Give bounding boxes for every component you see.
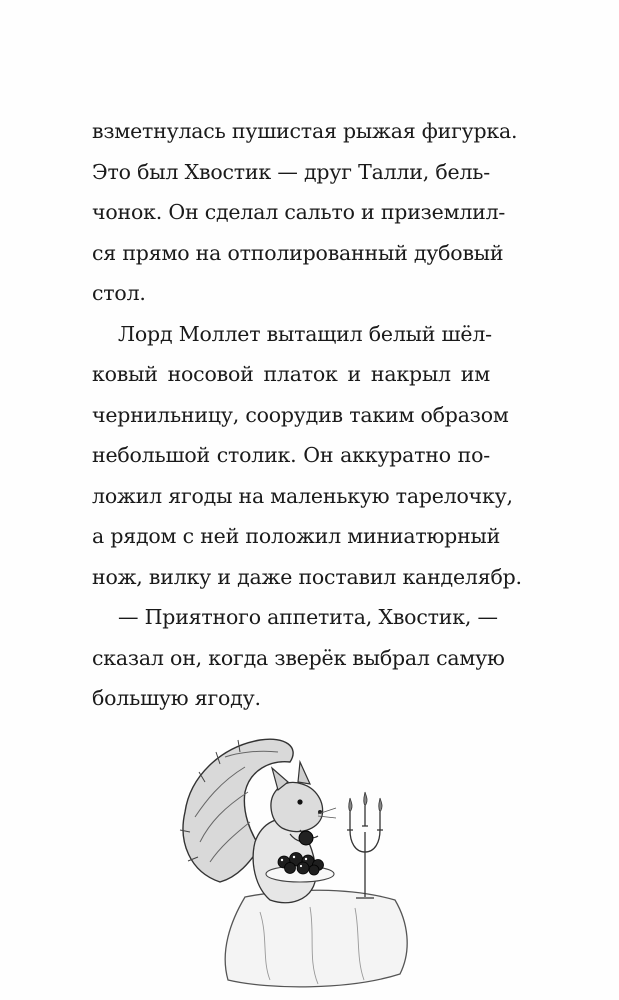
squirrel-illustration bbox=[150, 722, 450, 992]
berry-in-paws-icon bbox=[299, 831, 313, 845]
text-line: нож, вилку и даже поставил канделябр. bbox=[92, 564, 522, 589]
text-line: ковый носовой платок и накрыл им bbox=[92, 362, 490, 386]
text-line: сказал он, когда зверёк выбрал самую bbox=[92, 645, 505, 670]
text-line: чернильницу, соорудив таким образом bbox=[92, 402, 509, 427]
squirrel-sketch-icon bbox=[150, 722, 450, 992]
text-line: небольшой столик. Он аккуратно по- bbox=[92, 443, 490, 467]
text-line: Лорд Моллет вытащил белый шёл- bbox=[118, 321, 492, 346]
text-line: ся прямо на отполированный дубовый bbox=[92, 240, 504, 265]
text-line: Это был Хвостик — друг Талли, бель- bbox=[92, 159, 490, 184]
tablecloth-shape bbox=[225, 890, 407, 987]
eye-icon bbox=[297, 799, 302, 804]
text-line: большую ягоду. bbox=[92, 686, 261, 710]
text-line: ложил ягоды на маленькую тарелочку, bbox=[92, 483, 513, 508]
text-line: стол. bbox=[92, 281, 146, 305]
candelabra-icon bbox=[347, 806, 383, 898]
text-line: взметнулась пушистая рыжая фигурка. bbox=[92, 119, 518, 143]
body-text bbox=[92, 111, 522, 719]
text-line: а рядом с ней положил миниатюрный bbox=[92, 524, 501, 548]
text-line: — Приятного аппетита, Хвостик, — bbox=[118, 605, 498, 629]
text-line: чонок. Он сделал сальто и приземлил- bbox=[92, 200, 506, 224]
